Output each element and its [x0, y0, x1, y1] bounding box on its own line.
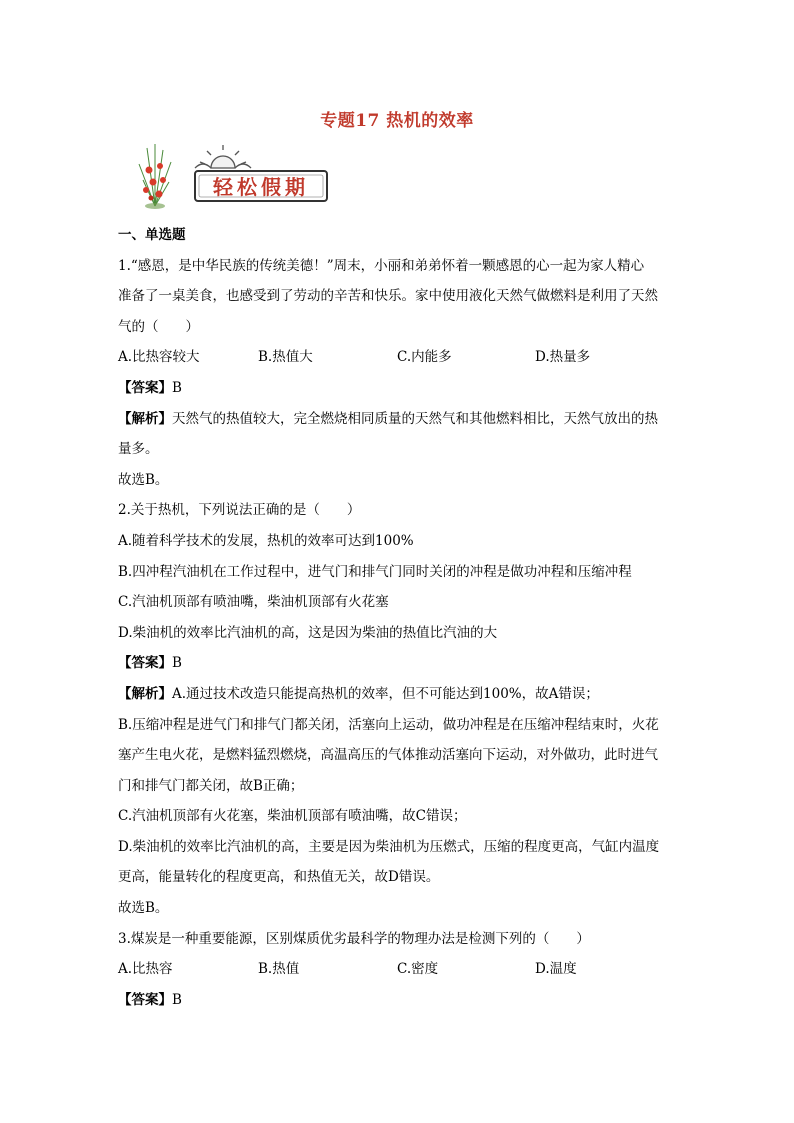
question-3-answer	[118, 985, 678, 1016]
question-2-answer	[118, 648, 678, 679]
question-1-conclusion: 故选B。	[118, 471, 169, 488]
flower-icon	[139, 144, 171, 209]
question-2-option-b: B.四冲程汽油机在工作过程中，进气门和排气门同时关闭的冲程是做功冲程和压缩冲程	[118, 563, 632, 580]
question-1-option-c: C.内能多	[397, 349, 452, 366]
question-3-stem: 3.煤炭是一种重要能源，区别煤质优劣最科学的物理办法是检测下列的（ ）	[118, 930, 590, 947]
page-title: 专题17 热机的效率	[320, 111, 474, 131]
question-1-option-d: D.热量多	[535, 349, 591, 366]
question-2-answer-value: B	[172, 655, 182, 672]
question-2	[118, 495, 678, 923]
question-2-analysis-line-2: B.压缩冲程是进气门和排气门都关闭，活塞向上运动，做功冲程是在压缩冲程结束时，火花	[118, 716, 659, 733]
question-1-options	[118, 342, 678, 373]
question-1-option-a: A.比热容较大	[118, 349, 200, 366]
question-2-option-d: D.柴油机的效率比汽油机的高，这是因为柴油的热值比汽油的大	[118, 624, 498, 641]
question-2-analysis-line-6: D.柴油机的效率比汽油机的高，主要是因为柴油机为压燃式，压缩的程度更高，气缸内温度	[118, 838, 660, 855]
analysis-label: 【解析】	[118, 685, 172, 702]
question-1-answer-value: B	[172, 379, 182, 396]
question-3-answer-value: B	[172, 991, 182, 1008]
question-2-analysis-line-1	[118, 679, 678, 710]
question-2-stem: 2.关于热机，下列说法正确的是（ ）	[118, 502, 361, 519]
answer-label: 【答案】	[118, 655, 172, 672]
question-1-answer	[118, 373, 678, 404]
question-2-conclusion: 故选B。	[118, 900, 169, 917]
holiday-banner-image	[133, 140, 333, 210]
question-1-option-b: B.热值大	[258, 349, 313, 366]
question-2-analysis-text: A.通过技术改造只能提高热机的效率，但不可能达到100%，故A错误；	[172, 685, 599, 702]
question-2-analysis-line-7: 更高，能量转化的程度更高，和热值无关，故D错误。	[118, 869, 440, 886]
question-2-option-c: C.汽油机顶部有喷油嘴，柴油机顶部有火花塞	[118, 594, 389, 611]
question-1-analysis-line-1	[118, 404, 678, 435]
answer-label: 【答案】	[118, 991, 172, 1008]
question-1-stem-line-3: 气的（ ）	[118, 318, 199, 335]
analysis-label: 【解析】	[118, 410, 172, 427]
section-heading: 一、单选题	[118, 227, 186, 243]
banner-text: 轻松假期	[213, 175, 309, 199]
answer-label: 【答案】	[118, 379, 172, 396]
question-1-analysis-text: 天然气的热值较大，完全燃烧相同质量的天然气和其他燃料相比，天然气放出的热	[172, 410, 658, 427]
question-2-analysis-line-5: C.汽油机顶部有火花塞，柴油机顶部有喷油嘴，故C错误；	[118, 808, 467, 825]
document-body	[118, 220, 678, 1015]
question-3-option-a: A.比热容	[118, 961, 173, 978]
question-3-options	[118, 954, 678, 985]
question-3	[118, 924, 678, 1016]
question-3-option-c: C.密度	[397, 961, 439, 978]
question-2-option-a: A.随着科学技术的发展，热机的效率可达到100%	[118, 532, 414, 549]
question-1-stem-line-2: 准备了一桌美食，也感受到了劳动的辛苦和快乐。家中使用液化天然气做燃料是利用了天然	[118, 288, 658, 305]
question-1	[118, 251, 678, 496]
question-3-option-d: D.温度	[535, 961, 577, 978]
question-3-option-b: B.热值	[258, 961, 300, 978]
question-2-analysis-line-3: 塞产生电火花，是燃料猛烈燃烧，高温高压的气体推动活塞向下运动，对外做功，此时进气	[118, 747, 658, 764]
question-2-analysis-line-4: 门和排气门都关闭，故B正确；	[118, 777, 304, 794]
question-1-analysis-line-2: 量多。	[118, 441, 159, 458]
sun-icon	[195, 145, 251, 168]
question-1-stem-line-1: 1.“感恩，是中华民族的传统美德！”周末，小丽和弟弟怀着一颗感恩的心一起为家人精心	[118, 257, 645, 274]
